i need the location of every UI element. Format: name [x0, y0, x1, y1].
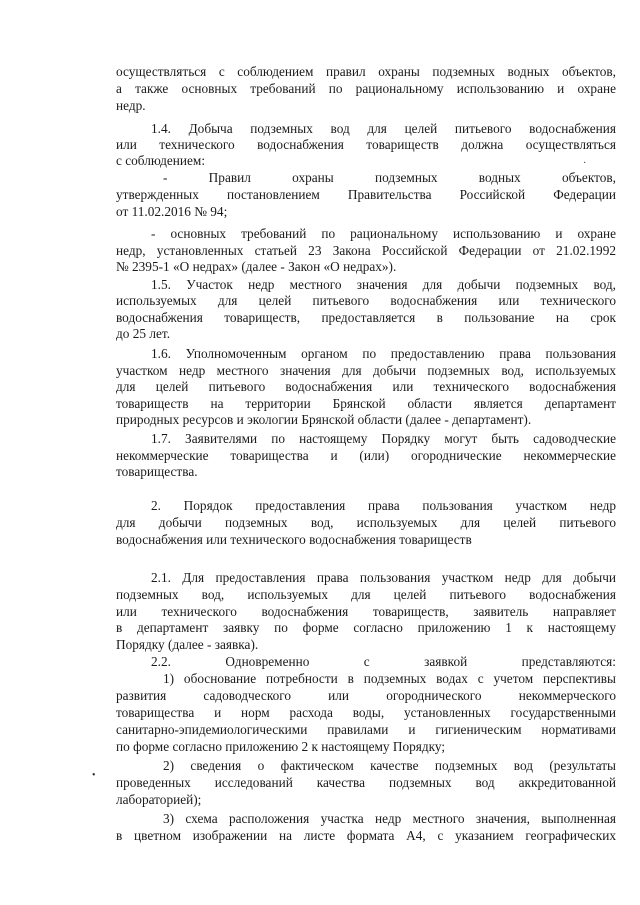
- text-line: используемых для целей питьевого водоснабжения или технического: [116, 293, 616, 308]
- text-line: развития садоводческого или огороднического некоммерческого: [116, 688, 616, 703]
- text-line: в цветном изображении на листе формата А4, с указанием географических: [116, 828, 616, 843]
- text-line: недр.: [116, 98, 146, 113]
- text-line: 2.1. Для предоставления права пользования участком недр для добычи: [151, 570, 616, 585]
- scan-speck: •: [92, 770, 96, 781]
- text-line: в департамент заявку по форме согласно приложению 1 к настоящему: [116, 620, 616, 635]
- text-line: Порядку (далее - заявка).: [116, 637, 259, 652]
- text-line: с соблюдением:: [116, 153, 206, 168]
- text-line: проведенных исследований качества подземных вод аккредитованной: [116, 775, 616, 790]
- text-line: лабораторией);: [116, 792, 202, 807]
- text-line: 1) обоснование потребности в подземных водах с учетом перспективы: [163, 671, 616, 686]
- text-line: природных ресурсов и экологии Брянской области (далее - департамент).: [116, 412, 532, 427]
- text-line: 1.5. Участок недр местного значения для добычи подземных вод,: [151, 277, 616, 292]
- section-heading-line: для добычи подземных вод, используемых для целей питьевого: [116, 515, 616, 530]
- text-line: № 2395-1 «О недрах» (далее - Закон «О недрах»).: [116, 259, 397, 274]
- text-line: товарищества и норм расхода воды, установленных государственными: [116, 705, 616, 720]
- section-heading-line: 2. Порядок предоставления права пользования участком недр: [151, 498, 616, 513]
- text-line: до 25 лет.: [116, 326, 171, 341]
- text-line: 1.7. Заявителями по настоящему Порядку могут быть садоводческие: [151, 431, 616, 446]
- text-line: осуществляться с соблюдением правил охраны подземных водных объектов,: [116, 64, 616, 79]
- text-line: товариществ на территории Брянской области является департамент: [116, 396, 616, 411]
- text-line: а также основных требований по рациональному использованию и охране: [116, 81, 616, 96]
- text-line: - Правил охраны подземных водных объектов,: [163, 170, 616, 185]
- text-line: водоснабжения товариществ, предоставляется в пользование на срок: [116, 310, 616, 325]
- text-line: 1.6. Уполномоченным органом по предоставлению права пользования: [151, 346, 616, 361]
- text-line: некоммерческие товарищества и (или) огороднические некоммерческие: [116, 448, 616, 463]
- text-line: от 11.02.2016 № 94;: [116, 204, 228, 219]
- text-line: утвержденных постановлением Правительства Российской Федерации: [116, 187, 616, 202]
- text-line: по форме согласно приложению 2 к настоящему Порядку;: [116, 739, 446, 754]
- text-line: 2) сведения о фактическом качестве подземных вод (результаты: [163, 758, 616, 773]
- text-line: 2.2. Одновременно с заявкой представляются:: [151, 654, 616, 669]
- text-line: или технического водоснабжения товариществ, заявитель направляет: [116, 604, 616, 619]
- section-heading-line: водоснабжения или технического водоснабжения товариществ: [116, 532, 472, 547]
- text-line: или технического водоснабжения товариществ должна осуществляться: [116, 137, 616, 152]
- text-line: для целей питьевого водоснабжения или технического водоснабжения: [116, 379, 616, 394]
- text-line: санитарно-эпидемиологическими правилами и гигиеническим нормативами: [116, 722, 616, 737]
- text-line: - основных требований по рациональному использованию и охране: [151, 226, 616, 241]
- scan-speck: ·: [583, 158, 587, 169]
- text-line: участком недр местного значения для добычи подземных вод, используемых: [116, 363, 616, 378]
- text-line: товарищества.: [116, 464, 198, 479]
- text-line: подземных вод, используемых для целей питьевого водоснабжения: [116, 587, 616, 602]
- text-line: 3) схема расположения участка недр местного значения, выполненная: [163, 811, 616, 826]
- text-line: недр, установленных статьей 23 Закона Российской Федерации от 21.02.1992: [116, 243, 616, 258]
- text-line: 1.4. Добыча подземных вод для целей питьевого водоснабжения: [151, 121, 616, 136]
